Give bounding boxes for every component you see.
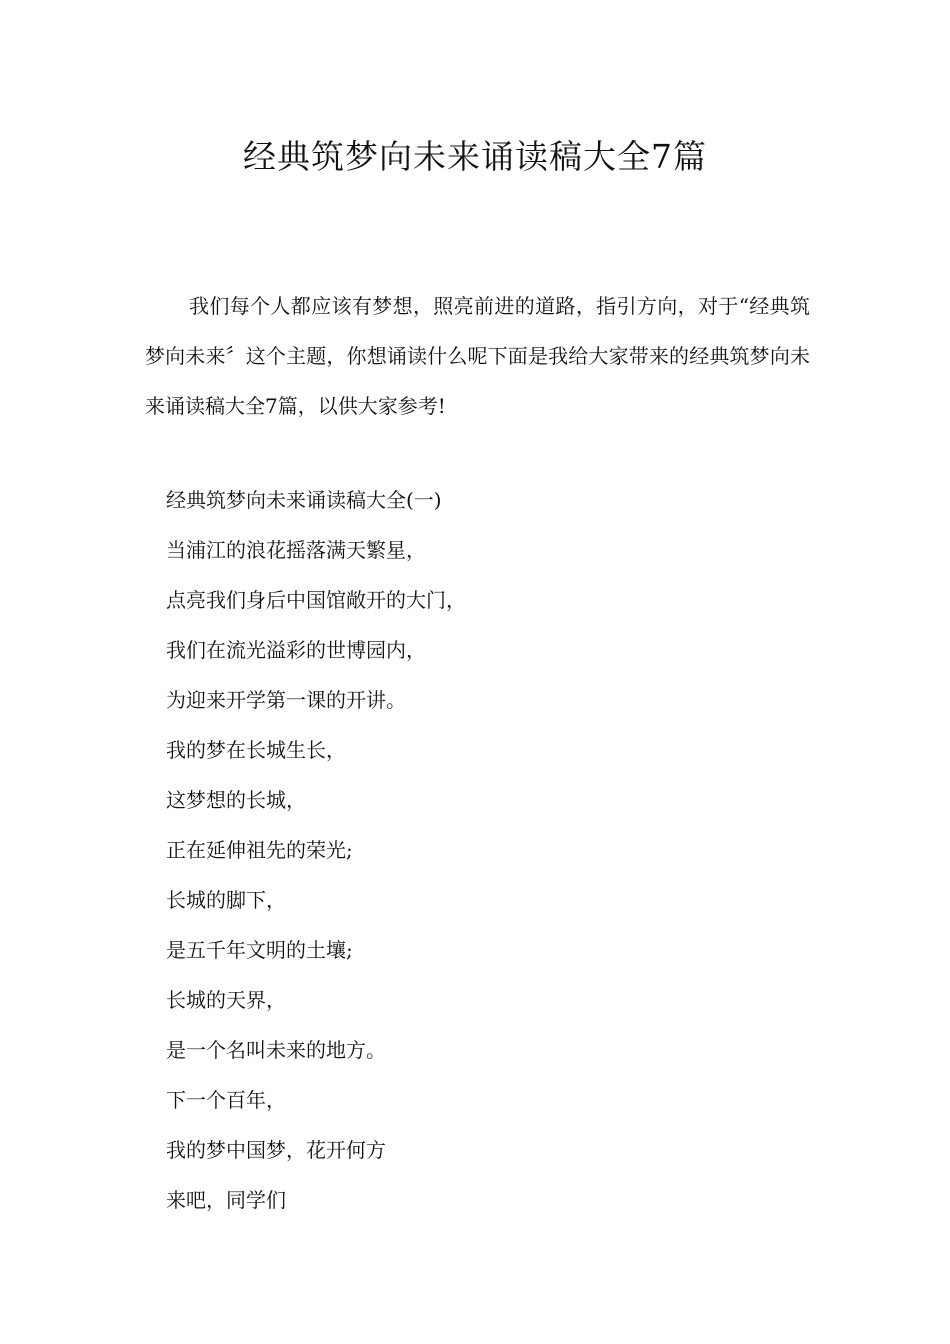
poem-line: 来吧，同学们 [166, 1188, 286, 1212]
poem-line: 是一个名叫未来的地方。 [166, 1038, 386, 1062]
document-title: 经典筑梦向未来诵读稿大全7篇 [243, 137, 707, 176]
poem-line: 是五千年文明的土壤; [166, 938, 353, 962]
poem-line: 这梦想的长城， [166, 788, 306, 812]
poem-line: 我们在流光溢彩的世博园内， [166, 638, 426, 662]
poem-lines [166, 475, 806, 1225]
poem-line: 当浦江的浪花摇落满天繁星， [166, 538, 426, 562]
poem-line: 我的梦中国梦，花开何方 [166, 1138, 386, 1162]
poem-line: 下一个百年， [166, 1088, 286, 1112]
section-heading: 经典筑梦向未来诵读稿大全(一) [166, 488, 442, 512]
poem-line: 我的梦在长城生长， [166, 738, 346, 762]
intro-paragraph: 我们每个人都应该有梦想，照亮前进的道路，指引方向，对于“经典筑梦向未来〞这个主题，你想诵读什么呢下面是我给大家带来的经典筑梦向未来诵读稿大全7篇，以供大家参考! [145, 294, 810, 418]
poem-line: 长城的天界， [166, 988, 286, 1012]
poem-line: 长城的脚下， [166, 888, 286, 912]
poem-line: 正在延伸祖先的荣光; [166, 838, 353, 862]
poem-line: 为迎来开学第一课的开讲。 [166, 688, 406, 712]
poem-line: 点亮我们身后中国馆敞开的大门， [166, 588, 466, 612]
